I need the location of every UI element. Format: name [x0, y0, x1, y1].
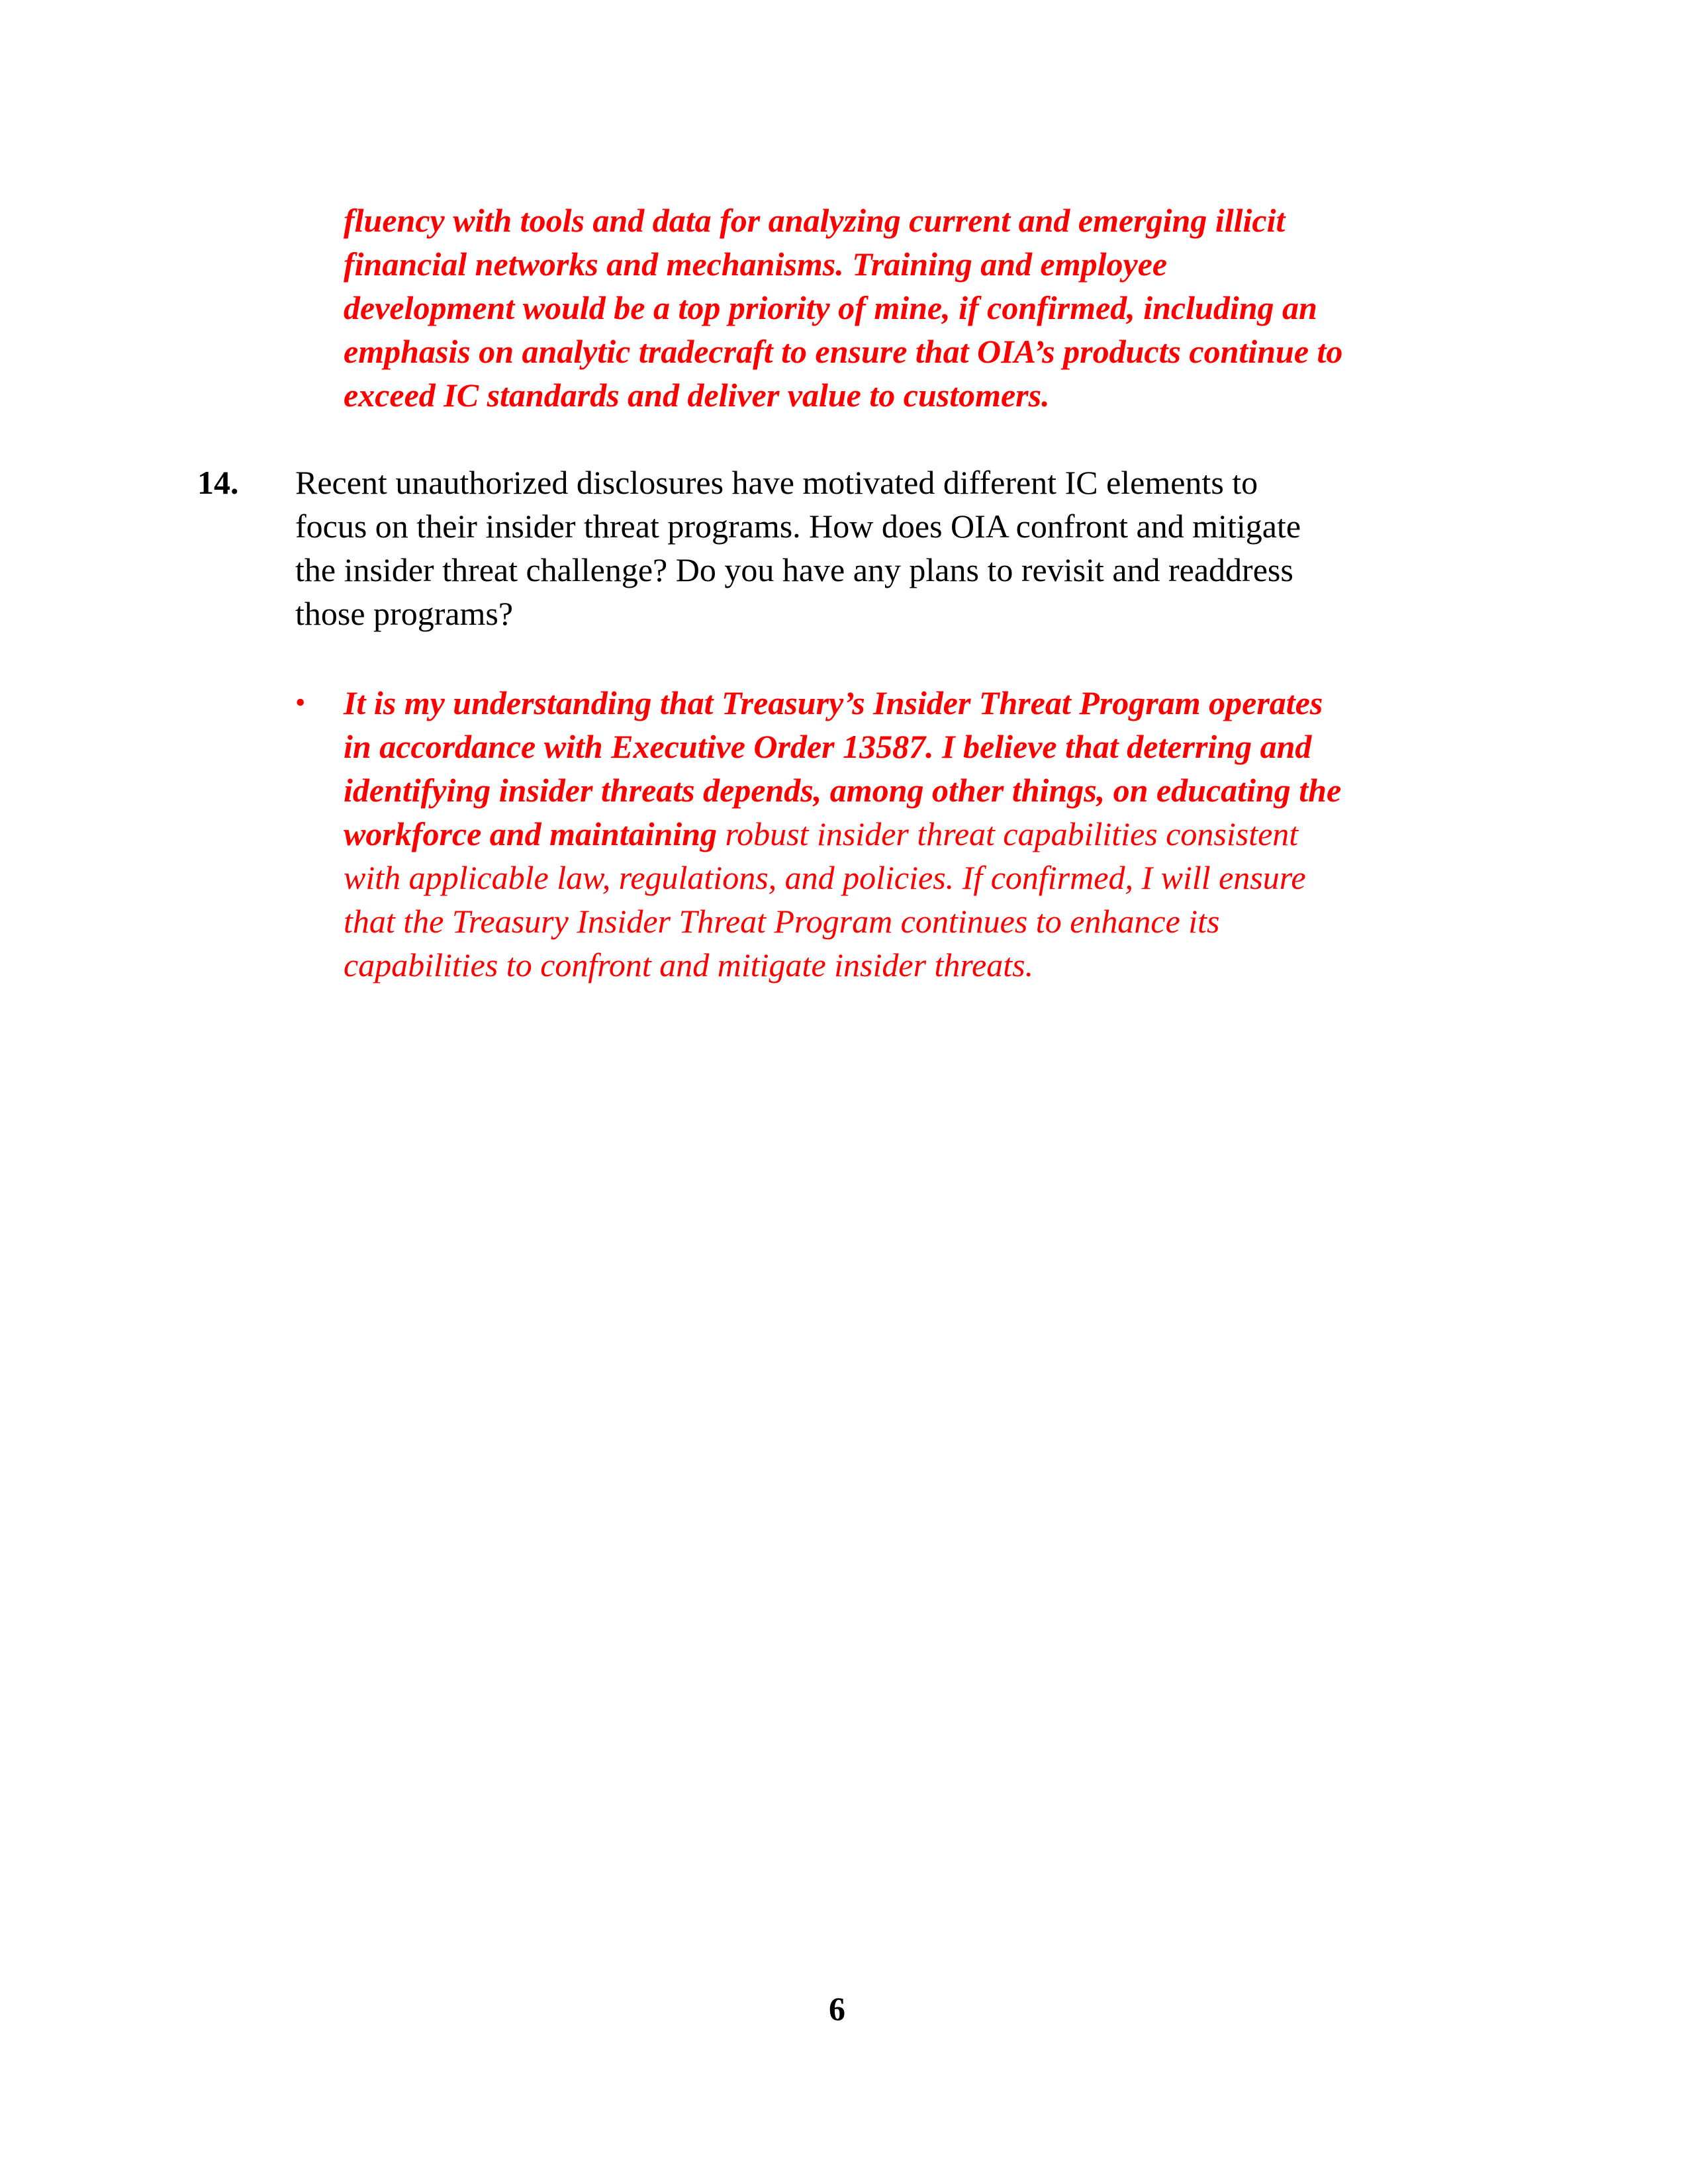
text-line	[344, 812, 1341, 856]
text-line: those programs?	[295, 595, 514, 632]
text-line: that the Treasury Insider Threat Program continues to enhance its	[344, 903, 1220, 940]
text-line: exceed IC standards and deliver value to customers.	[344, 377, 1050, 414]
text-segment: workforce and maintaining	[344, 815, 717, 852]
text-line: financial networks and mechanisms. Training and employee	[344, 246, 1168, 283]
text-line: development would be a top priority of mine, if confirmed, including an	[344, 289, 1317, 326]
continued-answer-paragraph	[344, 199, 1342, 417]
text-segment: robust insider threat capabilities consistent	[717, 815, 1299, 852]
text-line: with applicable law, regulations, and policies. If confirmed, I will ensure	[344, 859, 1306, 896]
text-line: Recent unauthorized disclosures have motivated different IC elements to	[295, 464, 1258, 501]
text-line: identifying insider threats depends, among other things, on educating the	[344, 772, 1342, 809]
text-line: capabilities to confront and mitigate insider threats.	[344, 946, 1034, 983]
answer-paragraph	[344, 681, 1341, 987]
text-line: emphasis on analytic tradecraft to ensure that OIA’s products continue to	[344, 333, 1343, 370]
question-text	[295, 461, 1301, 635]
text-line: the insider threat challenge? Do you have any plans to revisit and readdress	[295, 551, 1293, 588]
text-line: It is my understanding that Treasury’s Insider Threat Program operates	[344, 684, 1323, 721]
text-line: in accordance with Executive Order 13587. I believe that deterring and	[344, 728, 1312, 765]
text-line: focus on their insider threat programs. How does OIA confront and mitigate	[295, 508, 1301, 545]
page-number: 6	[829, 1990, 845, 2027]
question-number: 14.	[197, 464, 239, 501]
text-line: fluency with tools and data for analyzing current and emerging illicit	[344, 202, 1286, 239]
bullet-icon: •	[295, 686, 306, 719]
